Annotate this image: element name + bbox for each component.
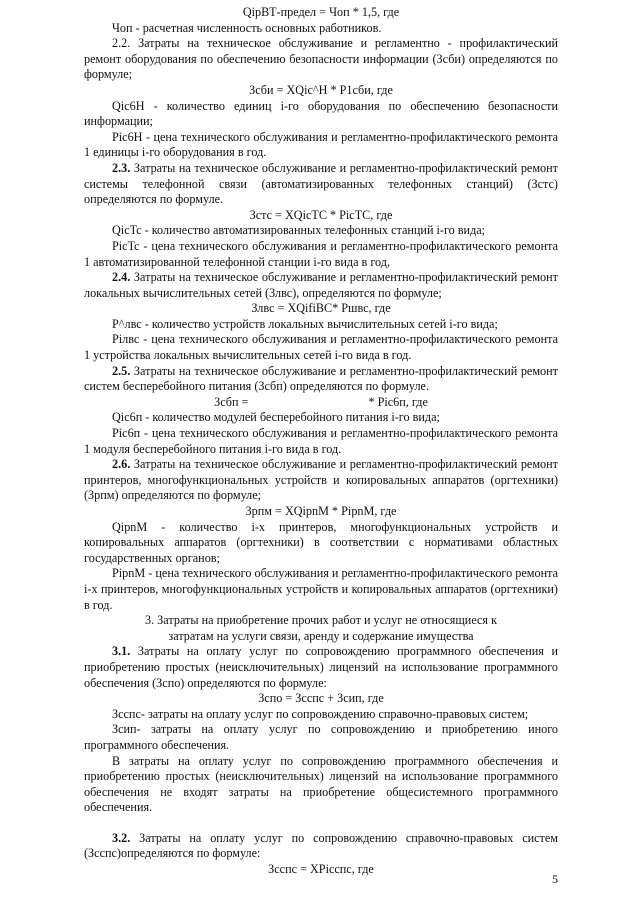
formula-line: QipВТ-предел = Чоп * 1,5, где (242, 5, 400, 19)
section-2-5 (84, 364, 558, 395)
section-text: Затраты на оплату услуг по сопровождению программного обеспечения и приобретению простых (неисключительных) лицензий на использование программного обеспечения (Зспо) определяются по формуле: (84, 644, 558, 690)
section-2-4 (84, 270, 558, 301)
section-2-3 (84, 161, 558, 208)
definition: Зсип- затраты на оплату услуг по сопровождению и приобретению иного программного обеспечения. (84, 722, 558, 752)
spacer (84, 816, 558, 831)
section-3-heading: 3. Затраты на приобретение прочих работ и услуг не относящиеся к (144, 613, 498, 628)
section-number: 2.3. (112, 160, 131, 175)
definition: PipnM - цена технического обслуживания и регламентно-профилактического ремонта i-х принтеров, многофункциональных устройств и копировальных аппаратов (оргтехники) в год. (84, 566, 558, 612)
formula-2-4: Злвс = XQifiBC* Ршвс, где (251, 301, 391, 316)
section-number: 2.4. (112, 270, 131, 285)
section-number: 2.5. (112, 363, 131, 378)
section-3-1 (84, 644, 558, 691)
section-text: Затраты на техническое обслуживание и регламентно-профилактический ремонт локальных вычислительных сетей (Злвс), определяются по формуле; (84, 270, 558, 300)
section-text: Затраты на техническое обслуживание и регламентно-профилактический ремонт систем бесперебойного питания (Зсбп) определяются по формуле. (84, 363, 558, 394)
page-body (84, 5, 558, 878)
section-number: 3.2. (112, 830, 131, 845)
formula-2-5 (84, 395, 558, 411)
paragraph: В затраты на оплату услуг по сопровождению программного обеспечения и приобретению простых (неисключительных) лицензий на использование программного обеспечения не входят затраты на приобретение общесистемного программного обеспечения. (84, 753, 558, 815)
section-3-heading-cont: затратам на услуги связи, аренду и содержание имущества (168, 628, 474, 643)
definition: QipnM - количество i-х принтеров, многофункциональных устройств и копировальных аппаратов (оргтехники) в соответствии с нормативами областных государственных органов; (84, 519, 558, 565)
section-text: Затраты на техническое обслуживание и регламентно-профилактический ремонт системы телефонной связи (автоматизированных телефонных станций) (Зстс) определяются по формуле. (84, 160, 558, 207)
section-3-2 (84, 831, 558, 862)
definition: Рiлвс - цена технического обслуживания и регламентно-профилактического ремонта 1 устройства локальных вычислительных сетей i-го вида в год. (84, 332, 558, 363)
definition: PicTc - цена технического обслуживания и регламентно-профилактического ремонта 1 автоматизированной телефонной станции i-го вида в год, (84, 238, 558, 269)
formula-3-1: Зспо = Зсспс + Зсип, где (258, 691, 384, 706)
formula-2-2: Зсби = XQic^H * Р1сби, где (249, 82, 393, 97)
definition: Зсспс- затраты на оплату услуг по сопровождению справочно-правовых систем; (112, 706, 529, 721)
section-number: 2.6. (112, 457, 131, 472)
section-2-2: 2.2. Затраты на техническое обслуживание и регламентно - профилактический ремонт оборудования по обеспечению безопасности информации (Зсби) определяются по формуле; (84, 36, 558, 82)
definition: Qic6H - количество единиц i-го оборудования по обеспечению безопасности информации; (84, 98, 558, 129)
formula-2-6: Зрпм = XQipnM * PipnM, где (245, 504, 397, 518)
definition: Qic6п - количество модулей бесперебойного питания i-го вида; (112, 410, 440, 425)
definition: QicTc - количество автоматизированных телефонных станций i-го вида; (112, 223, 486, 238)
section-2-6 (84, 457, 558, 504)
formula-2-3: Зстс = XQicTC * PicTC, где (249, 207, 393, 222)
definition: Р^лвс - количество устройств локальных вычислительных сетей i-го вида; (112, 316, 498, 331)
formula-right: * Pic6п, где (368, 394, 428, 409)
paragraph: Чоп - расчетная численность основных работников. (112, 20, 382, 35)
formula-left: Зсбп = (214, 394, 249, 409)
section-text: Затраты на техническое обслуживание и регламентно-профилактический ремонт принтеров, многофункциональных устройств и копировальных аппаратов (оргтехники) (Зрпм) определяются по формуле; (84, 457, 558, 503)
definition: Pic6H - цена технического обслуживания и регламентно-профилактического ремонта 1 единицы i-го оборудования в год. (84, 129, 558, 160)
formula-3-2: Зсспс = XPicспс, где (268, 862, 374, 877)
definition: Pic6п - цена технического обслуживания и регламентно-профилактического ремонта 1 модуля бесперебойного питания i-го вида в год. (84, 426, 558, 456)
section-number: 3.1. (112, 644, 131, 659)
section-text: Затраты на оплату услуг по сопровождению справочно-правовых систем (Зсспс)определяются по формуле: (84, 830, 559, 861)
page-number: 5 (552, 872, 558, 886)
